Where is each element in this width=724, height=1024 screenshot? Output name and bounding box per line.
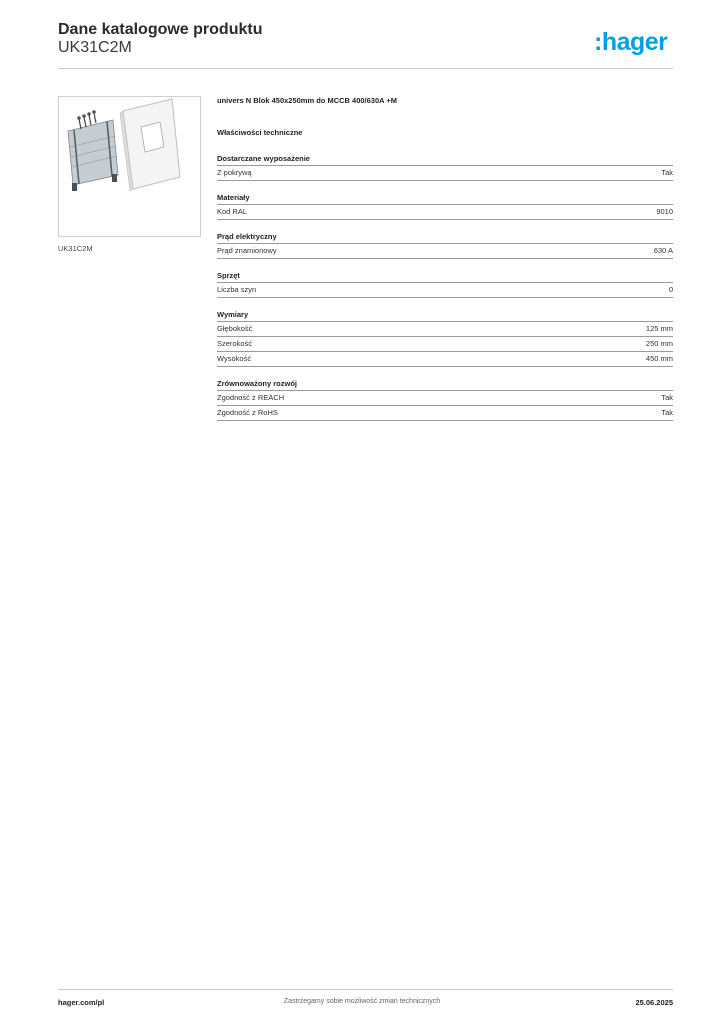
section-equipment bbox=[217, 154, 673, 181]
spec-value: 630 A bbox=[653, 246, 673, 255]
spec-row bbox=[217, 351, 673, 367]
footer-date: 25.06.2025 bbox=[635, 998, 673, 1007]
svg-text::hager: :hager bbox=[594, 28, 668, 56]
section-dimensions bbox=[217, 310, 673, 367]
section-electrical bbox=[217, 232, 673, 259]
section-title: Materiały bbox=[217, 193, 250, 202]
spec-label: Prąd znamionowy bbox=[217, 246, 277, 255]
spec-value: 125 mm bbox=[645, 324, 673, 333]
section-materials bbox=[217, 193, 673, 220]
spec-value: 450 mm bbox=[645, 354, 673, 363]
section-title: Dostarczane wyposażenie bbox=[217, 154, 310, 163]
spec-value: Tak bbox=[661, 168, 673, 177]
hager-logo bbox=[594, 27, 674, 57]
spec-row bbox=[217, 243, 673, 259]
spec-value: 0 bbox=[668, 285, 673, 294]
section-title: Wymiary bbox=[217, 310, 249, 319]
spec-label: Z pokrywą bbox=[217, 168, 252, 177]
spec-value: 9010 bbox=[656, 207, 673, 216]
section-title: Sprzęt bbox=[217, 271, 240, 280]
section-hardware bbox=[217, 271, 673, 298]
spec-row bbox=[217, 390, 673, 405]
spec-label: Wysokość bbox=[217, 354, 252, 363]
spec-label: Zgodność z RoHS bbox=[217, 408, 278, 417]
spec-label: Zgodność z REACH bbox=[217, 393, 285, 402]
spec-label: Szerokość bbox=[217, 339, 253, 348]
header-divider bbox=[58, 68, 673, 69]
product-image bbox=[58, 96, 201, 237]
product-code: UK31C2M bbox=[58, 39, 132, 56]
spec-row bbox=[217, 405, 673, 421]
spec-label: Liczba szyn bbox=[217, 285, 257, 294]
spec-row bbox=[217, 282, 673, 298]
spec-row bbox=[217, 165, 673, 181]
page-title: Dane katalogowe produktu bbox=[58, 21, 263, 38]
footer-disclaimer: Zastrzegamy sobie możliwość zmian technicznych bbox=[283, 998, 441, 1005]
spec-value: Tak bbox=[661, 393, 673, 402]
section-title: Zrównoważony rozwój bbox=[217, 379, 297, 388]
product-illustration bbox=[59, 97, 200, 236]
product-description: univers N Blok 450x250mm do MCCB 400/630A +M bbox=[217, 96, 398, 105]
section-title: Prąd elektryczny bbox=[217, 232, 277, 241]
image-caption: UK31C2M bbox=[58, 244, 93, 253]
product-details bbox=[217, 96, 673, 421]
spec-value: 250 mm bbox=[645, 339, 673, 348]
spec-label: Kod RAL bbox=[217, 207, 248, 216]
spec-label: Głębokość bbox=[217, 324, 253, 333]
footer-url[interactable]: hager.com/pl bbox=[58, 998, 105, 1007]
spec-row bbox=[217, 204, 673, 220]
section-sustainability bbox=[217, 379, 673, 421]
footer-divider bbox=[58, 989, 673, 990]
spec-value: Tak bbox=[661, 408, 673, 417]
technical-properties-heading: Właściwości techniczne bbox=[217, 128, 303, 137]
spec-row bbox=[217, 336, 673, 351]
spec-row bbox=[217, 321, 673, 336]
